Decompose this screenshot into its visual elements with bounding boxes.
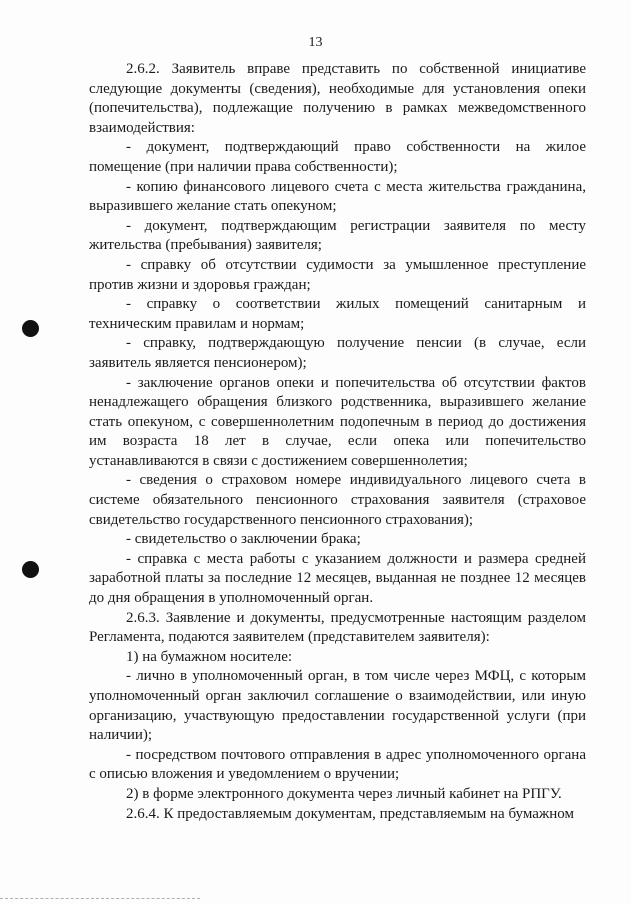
list-item-account-copy: - копию финансового лицевого счета с места жительства гражданина, выразившего желание стать опекуном;	[89, 178, 586, 215]
list-item-pension-certificate: - справку, подтверждающую получение пенсии (в случае, если заявитель является пенсионером);	[89, 335, 586, 371]
list-item-paper-form: 1) на бумажном носителе:	[126, 648, 293, 665]
document-body	[89, 60, 586, 824]
list-item-housing-compliance: - справку о соответствии жилых помещений санитарным и техническим правилам и нормам;	[89, 296, 586, 332]
list-item-postal: - посредством почтового отправления в адрес уполномоченного органа с описью вложения и уведомлением о вручении;	[89, 746, 586, 783]
binder-hole-bottom	[22, 561, 39, 578]
list-item-ownership-document: - документ, подтверждающий право собственности на жилое помещение (при наличии права собственности);	[89, 139, 586, 175]
list-item-insurance-number: - сведения о страховом номере индивидуального лицевого счета в системе обязательного пенсионного страхования заявителя (страховое свидетельство государственного пенсионного страхования);	[89, 472, 586, 528]
list-item-employment-certificate: - справка с места работы с указанием должности и размера средней заработной платы за последние 12 месяцев, выданная не позднее 12 месяцев до дня обращения в уполномоченный орган.	[89, 550, 586, 607]
list-item-electronic-form: 2) в форме электронного документа через личный кабинет на РПГУ.	[126, 785, 562, 802]
scan-edge-line	[0, 898, 200, 899]
page-number: 13	[308, 35, 323, 50]
paragraph-2-6-2: 2.6.2. Заявитель вправе представить по собственной инициативе следующие документы (сведения), необходимые для установления опеки (попечительства), подлежащие получению в рамках межведомственного взаимодействия:	[89, 61, 586, 136]
list-item-registration-document: - документ, подтверждающим регистрации заявителя по месту жительства (пребывания) заявителя;	[89, 217, 586, 254]
paragraph-2-6-3: 2.6.3. Заявление и документы, предусмотренные настоящим разделом Регламента, подаются заявителем (представителем заявителя):	[89, 609, 586, 646]
paragraph-2-6-4: 2.6.4. К предоставляемым документам, представляемым на бумажном	[126, 805, 574, 822]
list-item-in-person: - лично в уполномоченный орган, в том числе через МФЦ, с которым уполномоченный орган заключил соглашение о взаимодействии, или иную организацию, участвующую предоставлении государственной услуги (при наличии);	[89, 668, 586, 744]
list-item-no-criminal-record: - справку об отсутствии судимости за умышленное преступление против жизни и здоровья граждан;	[89, 256, 586, 293]
list-item-marriage-certificate: - свидетельство о заключении брака;	[126, 531, 361, 548]
list-item-guardianship-conclusion: - заключение органов опеки и попечительства об отсутствии фактов ненадлежащего обращения близкого родственника, выразившего желание стать опекуном, с совершеннолетним подопечным в период до достижения им возраста 18 лет в случае, если опека или попечительство устанавливаются в связи с достижением совершеннолетия;	[89, 374, 586, 469]
binder-hole-top	[22, 320, 39, 337]
